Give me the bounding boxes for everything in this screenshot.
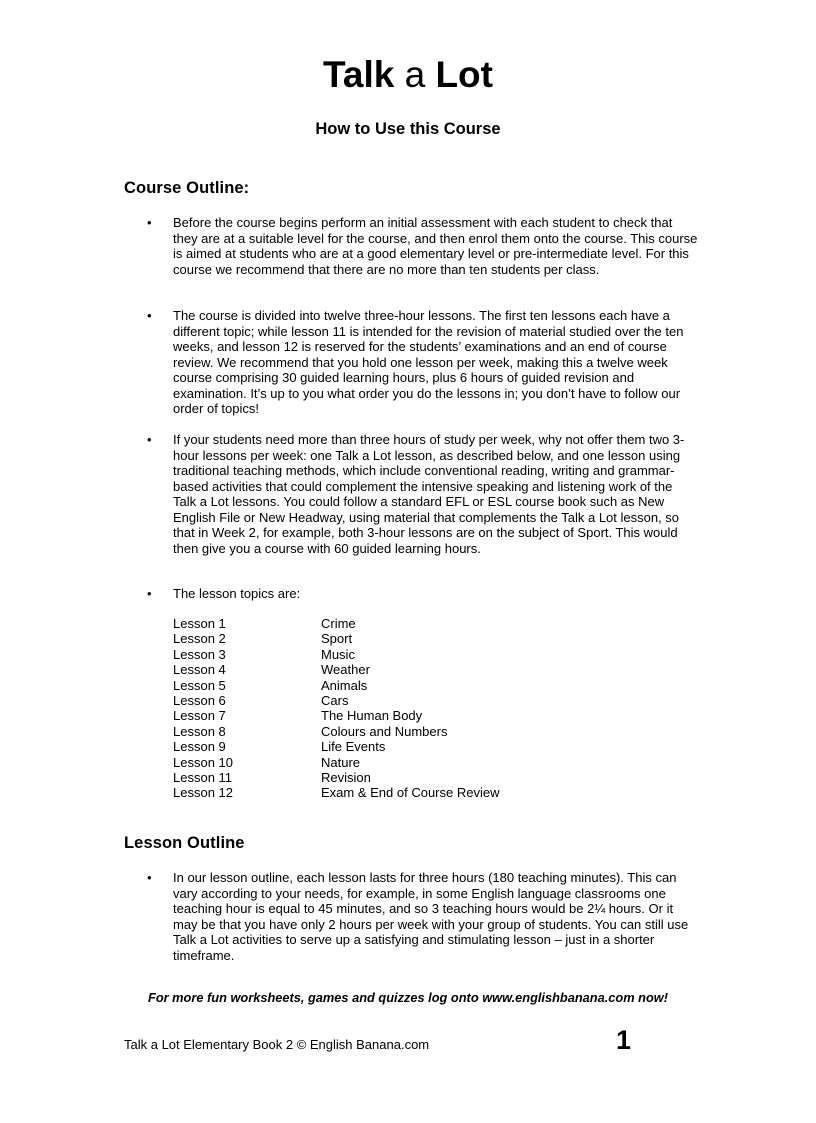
lesson-row <box>173 755 499 770</box>
bullet-marker: • <box>147 432 152 447</box>
page-subtitle: How to Use this Course <box>315 120 501 138</box>
lesson-number: Lesson 5 <box>173 677 226 693</box>
page-title <box>0 54 816 96</box>
lesson-number: Lesson 11 <box>173 769 233 785</box>
lesson-topic: Crime <box>321 616 356 631</box>
title-word-talk: Talk <box>323 54 395 95</box>
lesson-topic: Weather <box>321 662 370 678</box>
title-word-lot: Lot <box>435 54 493 95</box>
bullet-marker: • <box>147 308 152 323</box>
lesson-outline-heading: Lesson Outline <box>124 834 245 852</box>
lesson-topic: Exam & End of Course Review <box>321 785 500 801</box>
lesson-number: Lesson 3 <box>173 646 226 662</box>
lesson-outline-paragraph: In our lesson outline, each lesson lasts for three hours (180 teaching minutes). This can vary according to your needs, for example, in some English language classrooms one teaching hour is equal to 45 minutes, and so 3 teaching hours would be 2¼ hours. Or it may be that you have only 2 hours per week with your group of students. You can still use Talk a Lot activities to serve up a satisfying and stimulating lesson – just in a shorter timeframe. <box>173 870 689 963</box>
lesson-topic: Nature <box>321 754 361 770</box>
lesson-topic: The Human Body <box>321 708 423 724</box>
bullet-marker: • <box>147 215 152 230</box>
footer-text: Talk a Lot Elementary Book 2 © English Banana.com <box>124 1037 430 1052</box>
promo-line: For more fun worksheets, games and quizzes log onto www.englishbanana.com now! <box>148 990 668 1005</box>
course-outline-paragraph: Before the course begins perform an initial assessment with each student to check that they are at a suitable level for the course, and then enrol them onto the course. This course is aimed at students who are at a good elementary level or pre-intermediate level. For this course we recommend that there are no more than ten students per class. <box>173 215 698 277</box>
page-number: 1 <box>616 1025 632 1055</box>
course-outline-heading: Course Outline: <box>124 179 250 197</box>
lesson-number: Lesson 10 <box>173 754 233 770</box>
title-word-a: a <box>404 54 426 95</box>
lesson-number: Lesson 9 <box>173 739 226 755</box>
lesson-number: Lesson 6 <box>173 692 226 708</box>
course-outline-paragraph: The course is divided into twelve three-hour lessons. The first ten lessons each have a different topic; while lesson 11 is intended for the revision of material studied over the ten weeks, and lesson 12 is reserved for the students’ examinations and an end of course review. We recommend that you hold one lesson per week, making this a twelve week course comprising 30 guided learning hours, plus 6 hours of guided revision and examination. It’s up to you what order you do the lessons in; you don’t have to follow our order of topics! <box>173 308 684 416</box>
lesson-row <box>173 678 499 693</box>
lesson-row <box>173 724 499 739</box>
lesson-number: Lesson 2 <box>173 631 226 647</box>
lesson-topic: Cars <box>321 692 349 708</box>
lesson-topics-intro: The lesson topics are: <box>173 586 301 601</box>
lesson-row <box>173 616 499 631</box>
lesson-number: Lesson 7 <box>173 708 226 724</box>
lesson-topic: Life Events <box>321 739 386 755</box>
lesson-topic: Sport <box>321 631 353 647</box>
lesson-row <box>173 770 499 785</box>
lesson-topic: Revision <box>321 769 371 785</box>
lesson-number: Lesson 12 <box>173 785 233 801</box>
lesson-row <box>173 662 499 677</box>
lesson-number: Lesson 8 <box>173 723 226 739</box>
lesson-topic: Colours and Numbers <box>321 723 448 739</box>
lesson-row <box>173 693 499 708</box>
lesson-topic: Animals <box>321 677 368 693</box>
bullet-marker: • <box>147 870 152 885</box>
lesson-row <box>173 785 499 800</box>
lesson-row <box>173 631 499 646</box>
bullet-marker: • <box>147 586 152 601</box>
lesson-number: Lesson 1 <box>173 616 226 631</box>
lesson-row <box>173 647 499 662</box>
lesson-number: Lesson 4 <box>173 662 226 678</box>
lesson-row <box>173 708 499 723</box>
lesson-topics-list <box>173 616 499 801</box>
course-outline-paragraph: If your students need more than three hours of study per week, why not offer them two 3-hour lessons per week: one Talk a Lot lesson, as described below, and one lesson using traditional teaching methods, which include conventional reading, writing and grammar-based activities that could complement the intensive speaking and listening work of the Talk a Lot lessons. You could follow a standard EFL or ESL course book such as New English File or New Headway, using material that complements the Talk a Lot lesson, so that in Week 2, for example, both 3-hour lessons are on the subject of Sport. This would then give you a course with 60 guided learning hours. <box>173 432 685 556</box>
lesson-row <box>173 739 499 754</box>
lesson-topic: Music <box>321 646 355 662</box>
